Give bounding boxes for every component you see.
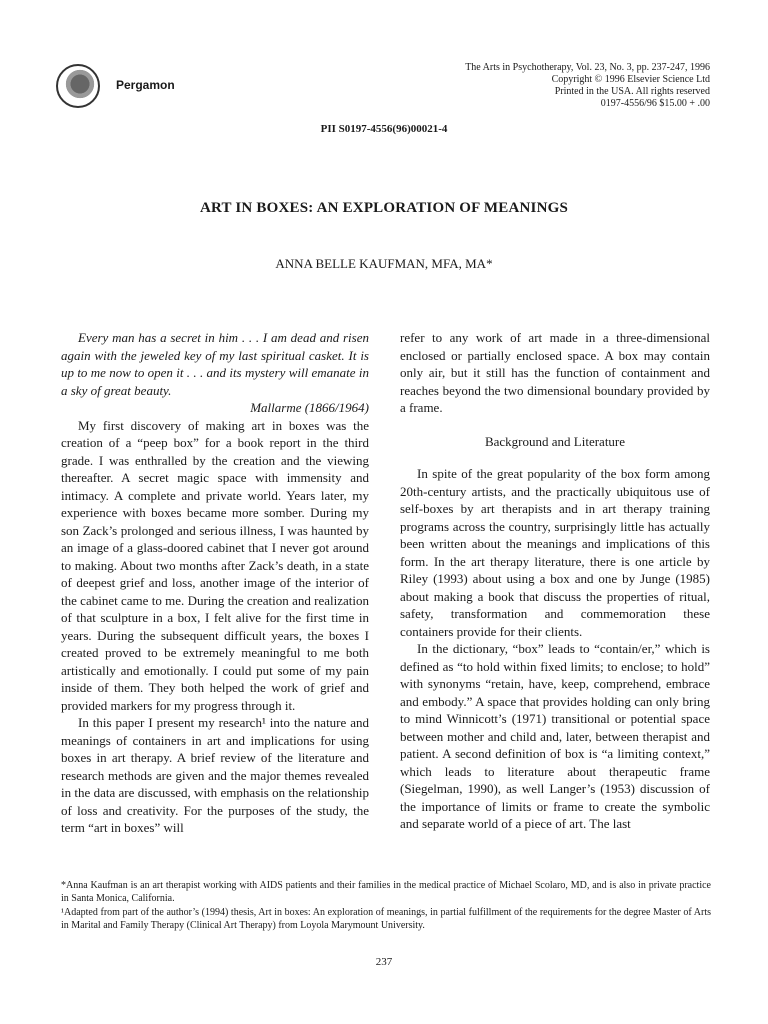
article-author: ANNA BELLE KAUFMAN, MFA, MA* [275, 256, 493, 271]
right-column [400, 329, 710, 833]
page-number: 237 [375, 956, 393, 968]
epigraph-attribution: Mallarme (1866/1964) [250, 400, 369, 415]
epigraph: Every man has a secret in him . . . I am dead and risen again with the jeweled key of my last spiritual casket. It is up to me now to open it . . . and its mystery will emanate in a sky of great beauty. [61, 330, 369, 398]
footnote: *Anna Kaufman is an art therapist working with AIDS patients and their families in the medical practice of Michael Scolaro, MD, and is also in private practice in Santa Monica, California. [61, 880, 711, 904]
journal-line: The Arts in Psychotherapy, Vol. 23, No. 3, pp. 237-247, 1996 [465, 62, 710, 73]
journal-citation [380, 62, 710, 110]
body-paragraph: My first discovery of making art in boxes was the creation of a “peep box” for a book report in the third grade. I was enthralled by the creation and the viewing thereafter. A secret magic space with immensity and intimacy. A complete and private world. Years later, my experience with boxes became more somber. During my son Zack’s prolonged and serious illness, I was haunted by an image of a glass-doored cabinet that I never got around to making. About two months after Zack’s death, in a state of deepest grief and loss, another image of the interior of the cabinet came to me. During the creation and realization of that sculpture in a box, I felt alive for the first time in years. During the subsequent difficult years, the boxes I created proved to be extremely meaningful to me both artistically and emotionally. I could put some of my pain inside of them. They both helped the work of grief and provided markers for my progress through it. [61, 417, 369, 713]
body-paragraph: refer to any work of art made in a three-dimensional enclosed or partially enclosed space. A box may contain only air, but it still has the function of containment and reaches beyond the two dimensional boundary provided by a frame. [400, 330, 710, 415]
journal-line: 0197-4556/96 $15.00 + .00 [600, 98, 710, 109]
footnote: ¹Adapted from part of the author’s (1994) thesis, Art in boxes: An exploration of meanings, in partial fulfillment of the requirements for the degree Master of Arts in Marital and Family Therapy (Clinical Art Therapy) from Loyola Marymount University. [61, 907, 711, 931]
journal-line: Printed in the USA. All rights reserved [554, 86, 710, 97]
body-paragraph: In this paper I present my research¹ into the nature and meanings of containers in art and implications for using boxes in art therapy. A brief review of the literature and research methods are given and the major themes revealed in the data are discussed, with emphasis on the relationship of loss and creativity. For the purposes of the study, the term “art in boxes” will [61, 715, 369, 835]
footnotes [61, 879, 711, 933]
body-paragraph: In spite of the great popularity of the box form among 20th-century artists, and the practically ubiquitous use of self-boxes by art therapists and in art therapy training programs across the country, surprisingly little has actually been written about the meanings and implications of this form. In the art therapy literature, there is one article by Riley (1993) about using a box and one by Junge (1985) about making a book that discuss the properties of ritual, safety, transformation and commemoration these containers provide for their clients. [400, 466, 710, 639]
body-paragraph: In the dictionary, “box” leads to “contain/er,” which is defined as “to hold within fixed limits; to enclose; to hold” with synonyms “retain, have, keep, comprehend, embrace and embody.” A space that provides holding can only bring to mind Winnicott’s (1971) transitional or potential space between mother and child and, later, between therapist and patient. A second definition of box is “a limiting context,” which leads to literature about therapeutic frame (Siegelman, 1990), as well Langer’s (1953) discussion of the importance of limits or frame to create the symbolic and separate world of a piece of art. The last [400, 641, 710, 831]
section-heading: Background and Literature [484, 433, 626, 449]
journal-line: Copyright © 1996 Elsevier Science Ltd [551, 74, 710, 85]
publisher-name: Pergamon [116, 78, 175, 92]
publisher-logo [56, 64, 100, 108]
left-column [61, 329, 369, 837]
pii-identifier: PII S0197-4556(96)00021-4 [320, 123, 448, 135]
article-title: ART IN BOXES: AN EXPLORATION OF MEANINGS [199, 200, 569, 216]
